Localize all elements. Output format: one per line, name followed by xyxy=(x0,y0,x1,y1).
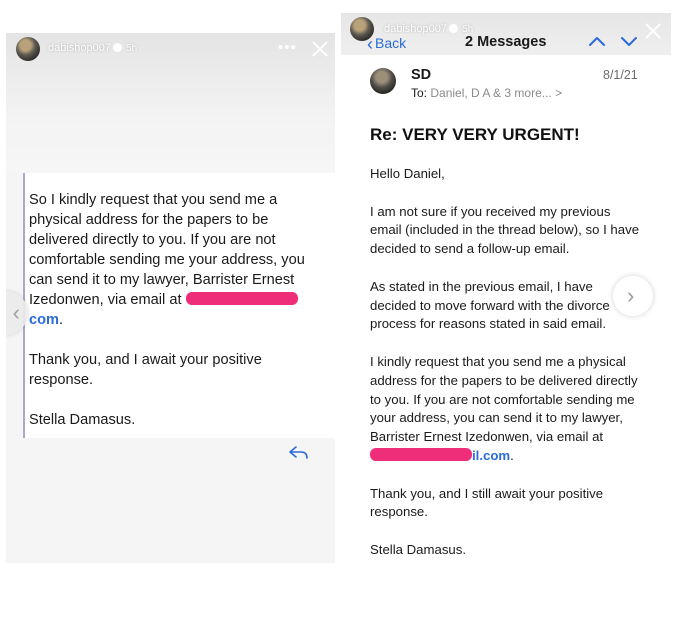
story-time: 5h xyxy=(126,43,138,54)
email-signature: Stella Damasus. xyxy=(370,541,467,557)
next-story-button[interactable] xyxy=(613,276,653,316)
left-story-panel xyxy=(6,33,335,563)
sender-name[interactable]: SD xyxy=(411,67,432,83)
email-date: 8/1/21 xyxy=(603,68,638,82)
messages-title: 2 Messages xyxy=(465,34,547,50)
recipients-list[interactable]: Daniel, D A & 3 more... > xyxy=(430,86,563,100)
email-paragraph: As stated in the previous email, I have decided to move forward with the divorce process for reasons stated in said email. xyxy=(370,278,610,332)
back-button[interactable]: ‹ Back xyxy=(367,34,407,54)
avatar[interactable] xyxy=(16,37,40,61)
email-paragraph: Thank you, and I still await your positive response. xyxy=(370,485,604,520)
chevron-right-icon: › xyxy=(627,283,635,308)
story-username[interactable]: dabishop007 xyxy=(48,42,112,54)
story-header xyxy=(6,33,335,65)
chevron-left-icon: ‹ xyxy=(367,34,373,54)
story-username-line[interactable] xyxy=(48,42,137,54)
chevron-down-icon[interactable] xyxy=(618,31,640,51)
email-paragraph: I am not sure if you received my previous email (included in the thread below), so I have decided to send a follow-up email. xyxy=(370,203,640,257)
reply-icon[interactable] xyxy=(288,445,310,461)
email-greeting: Hello Daniel, xyxy=(370,166,445,181)
email-link[interactable]: il.com xyxy=(472,447,511,463)
email-message xyxy=(355,59,659,583)
chevron-up-icon[interactable] xyxy=(586,31,608,51)
quoted-paragraph: So I kindly request that you send me a physical address for the papers to be delivered directly to you. If you are not comfortable sending me your address, you can send it to my lawyer, Barrister Ernest Izedonwen, via email at com. xyxy=(29,192,305,328)
story-time: 5h xyxy=(462,24,474,35)
close-icon[interactable] xyxy=(311,40,329,58)
email-paragraph: I kindly request that you send me a physical address for the papers to be delivered directly to you. If you are not comfortable sending me your address, you can send it to my lawyer, Barrister Ernest Izedonwen, via email at il.com. xyxy=(370,353,638,463)
quoted-email-card xyxy=(23,173,335,438)
story-username[interactable]: dabishop007 xyxy=(384,23,448,35)
email-subject: Re: VERY VERY URGENT! xyxy=(370,125,580,144)
email-body xyxy=(370,165,640,579)
recipients-line[interactable]: To: Daniel, D A & 3 more... > xyxy=(411,86,563,100)
sender-avatar[interactable] xyxy=(370,68,396,94)
quoted-signature: Stella Damasus. xyxy=(29,412,136,428)
quoted-email-text xyxy=(29,190,329,430)
close-icon[interactable] xyxy=(644,22,662,40)
chevron-left-icon: ‹ xyxy=(12,300,20,325)
verified-badge-icon xyxy=(449,24,458,33)
redaction-mark xyxy=(370,448,472,461)
more-options-icon[interactable]: ••• xyxy=(278,39,297,56)
email-link[interactable]: com xyxy=(29,312,60,328)
redaction-mark xyxy=(186,292,298,305)
verified-badge-icon xyxy=(113,43,122,52)
right-story-panel xyxy=(341,13,671,583)
quoted-paragraph: Thank you, and I await your positive response. xyxy=(29,352,262,388)
